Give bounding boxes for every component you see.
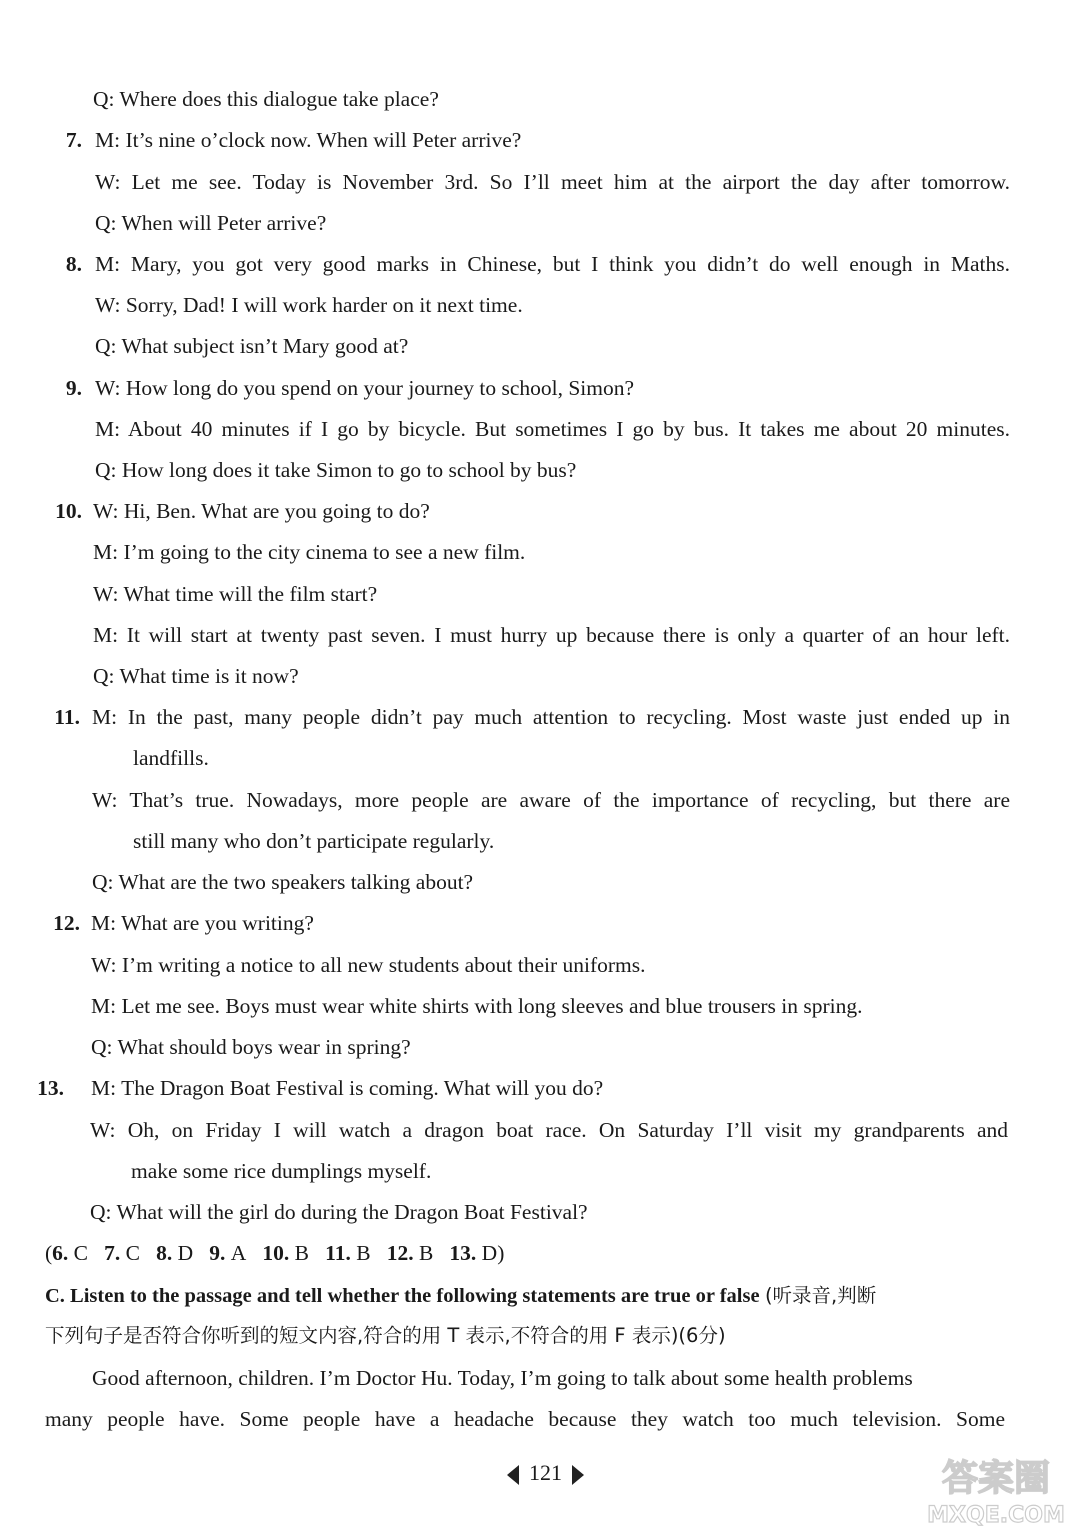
dialogue-line: W: What time will the film start? [93,582,378,606]
section-c-heading-en: C. Listen to the passage and tell whether the following statements are true or false [45,1285,760,1307]
dialogue-line: Q: What should boys wear in spring? [91,1035,411,1059]
answer-close-paren: ) [497,1241,505,1265]
watermark-text-url: MXQE.COM [927,1503,1065,1528]
answer-8: D [177,1241,194,1265]
dialogue-line: M: About 40 minutes if I go by bicycle. But sometimes I go by bus. It takes me about 20 minutes. [95,417,1010,441]
passage-line: Good afternoon, children. I’m Doctor Hu. Today, I’m going to talk about some health problems [92,1366,913,1390]
dialogue-line: M: Let me see. Boys must wear white shirts with long sleeves and blue trousers in spring. [91,994,863,1018]
dialogue-line: Q: What subject isn’t Mary good at? [95,334,409,358]
dialogue-line: still many who don’t participate regularly. [133,829,495,853]
dialogue-line: M: It will start at twenty past seven. I must hurry up because there is only a quarter of an hour left. [93,623,1010,647]
question-number: 8. [65,252,82,276]
answer-key: (6. C 7. C 8. D 9. A 10. B 11. B 12. B 13. D) [45,1241,505,1265]
passage-line: many people have. Some people have a headache because they watch too much television. Some [45,1407,1005,1431]
section-c-heading [45,1281,1007,1310]
dialogue-line: Q: What are the two speakers talking about? [92,870,474,894]
dialogue-line: W: That’s true. Nowadays, more people are aware of the importance of recycling, but there are [92,788,1010,812]
dialogue-line: Q: How long does it take Simon to go to school by bus? [95,458,577,482]
dialogue-line: W: Hi, Ben. What are you going to do? [93,499,430,523]
answer-6: C [73,1241,89,1265]
watermark-text-cn: 答案圈 [941,1458,1051,1499]
dialogue-line: Q: When will Peter arrive? [95,211,327,235]
dialogue-line: W: Oh, on Friday I will watch a dragon boat race. On Saturday I’ll visit my grandparents and [90,1118,1008,1142]
dialogue-line: landfills. [133,746,209,770]
dialogue-line: make some rice dumplings myself. [131,1159,432,1183]
question-number: 12. [53,911,80,935]
answer-12: B [418,1241,434,1265]
page-number: 121 [529,1460,562,1485]
dialogue-line: W: Let me see. Today is November 3rd. So I’ll meet him at the airport the day after tomorrow. [95,170,1010,194]
answer-13: D [481,1241,498,1265]
dialogue-line: M: In the past, many people didn’t pay much attention to recycling. Most waste just ended up in [92,705,1010,729]
dialogue-line: Q: Where does this dialogue take place? [93,87,439,111]
dialogue-line: W: I’m writing a notice to all new students about their uniforms. [91,953,646,977]
dialogue-line: M: Mary, you got very good marks in Chinese, but I think you didn’t do well enough in Maths. [95,252,1010,276]
question-number: 11. [54,705,80,729]
watermark-logo [911,1450,1081,1530]
dialogue-line: W: Sorry, Dad! I will work harder on it next time. [95,293,523,317]
question-number: 9. [65,376,82,400]
question-number: 13. [37,1076,64,1100]
question-number: 10. [55,499,82,523]
dialogue-line: M: The Dragon Boat Festival is coming. What will you do? [91,1076,604,1100]
section-c-heading-cn-start: (听录音,判断 [764,1284,877,1307]
prev-page-icon [507,1465,519,1485]
answer-open-paren: ( [45,1241,53,1265]
dialogue-line: Q: What time is it now? [93,664,299,688]
dialogue-line: M: It’s nine o’clock now. When will Peter arrive? [95,128,522,152]
dialogue-line: W: How long do you spend on your journey to school, Simon? [95,376,635,400]
dialogue-line: M: What are you writing? [91,911,314,935]
answer-10: B [294,1241,310,1265]
answer-11: B [356,1241,371,1265]
question-number: 7. [65,128,82,152]
answer-9: A [230,1241,247,1265]
next-page-icon [572,1465,584,1485]
answer-7: C [125,1241,140,1265]
dialogue-line: Q: What will the girl do during the Dragon Boat Festival? [90,1200,588,1224]
dialogue-line: M: I’m going to the city cinema to see a new film. [93,540,526,564]
section-c-heading-cn: 下列句子是否符合你听到的短文内容,符合的用 T 表示,不符合的用 F 表示)(6分) [45,1324,726,1347]
